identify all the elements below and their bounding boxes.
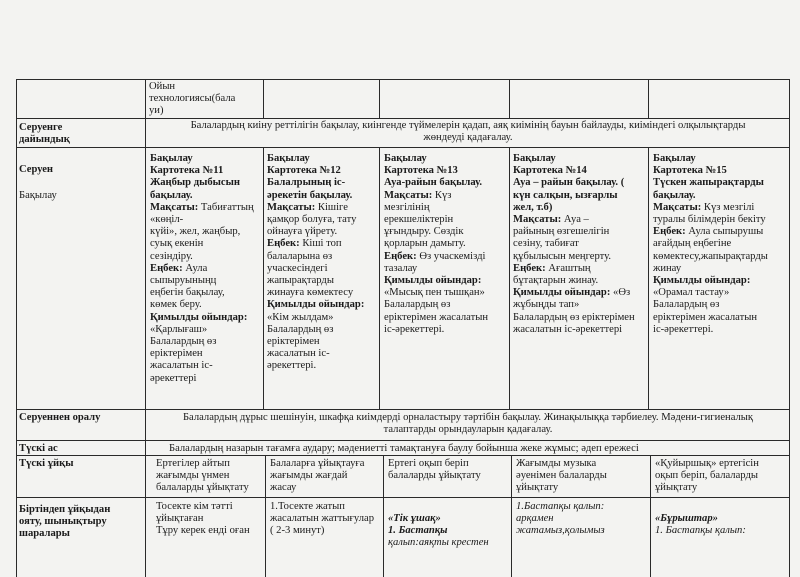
col4-sub: 1.Бастапқы қалып:	[516, 501, 605, 512]
birtindep-col-2: 1.Тосекте жатып жасалатын жаттығулар ( 2-3 минут)	[270, 501, 375, 537]
rule-col3-low	[383, 455, 384, 577]
labor-label: Еңбек:	[653, 226, 686, 238]
seruen-col-3	[384, 153, 508, 336]
goal-text: Кішіге қамқор болуға, тату ойнауға үйрету.	[267, 201, 357, 238]
labor-label: Еңбек:	[513, 262, 546, 274]
birtindep-col-3	[388, 501, 510, 550]
tuski-uiqy-col-5: «Қуйыршық» ертегісін оқып беріп, балаларды ұйықтату	[655, 458, 759, 494]
goal-text: Табиғаттың «көңіл- күйі», жел, жаңбыр, суық екенін сезіндіру.	[150, 201, 254, 262]
col3-sub: 1. Бастапқы	[388, 525, 448, 537]
goal-label: Мақсаты:	[267, 201, 316, 213]
game-technology-cell: Ойын технологиясы(бала уи)	[149, 81, 236, 117]
games-label: Қимылды ойындар:	[653, 275, 751, 287]
rule-right	[789, 79, 790, 577]
goal-text: Күз мезгілі туралы білімдерін бекіту	[653, 201, 766, 226]
serunge-label: Серуенге дайындық	[19, 122, 70, 146]
card-13-title: Бақылау Картотека №13 Ауа-райын бақылау.	[384, 153, 482, 189]
col3-title: «Тік ұшақ»	[388, 513, 441, 524]
birtindep-col-1: Тосекте кім тәтті ұйықтаған Тұру керек енді оған	[156, 501, 250, 537]
tuski-uiqy-col-3: Ертегі оқып беріп балаларды ұйықтату	[388, 458, 481, 482]
games-label: Қимылды ойындар:	[384, 275, 482, 287]
rule-col2	[263, 79, 264, 119]
labor-text: Ағаштың бұтақтарын жинау.	[513, 262, 599, 287]
seruen-observation-label: Бақылау	[19, 190, 57, 201]
rule-top	[16, 79, 790, 80]
birtindep-col-5	[655, 501, 788, 537]
games-text: «Өз жұбыңды тап» Балалардың өз еріктерімен жасалатын іс-әрекеттері	[513, 287, 635, 335]
games-text: «Қарлығаш» Балалардың өз еріктерімен жасалатын іс- әрекеттері	[150, 323, 217, 384]
rule-col5-mid	[648, 147, 649, 410]
rule-row2-bottom	[16, 147, 790, 148]
col4-text: арқамен жатамыз,қолымыз	[516, 513, 605, 537]
labor-label: Еңбек:	[267, 238, 300, 250]
serunge-text: Балалардың киіну реттілігін бақылау, киінгенде түймелерін қадап, аяқ киімінің бауын байлауды, киіміндегі олқылықтарды жөндеуді қадағалау.	[190, 120, 746, 144]
rule-col3	[379, 79, 380, 119]
rule-tuskiuiqy-bottom	[16, 497, 790, 498]
labor-text: Кіші топ балаларына өз учаскесіндегі жапырақтарды жинауға көмектесу	[267, 238, 354, 299]
card-11-title: Бақылау Картотека №11 Жаңбыр дыбысын бақылау.	[150, 153, 240, 201]
tuski-uiqy-col-1: Ертегілер айтып жағымды үнмен балаларды ұйықтату	[156, 458, 249, 494]
tuski-uiqy-col-4: Жағымды музыка әуенімен балаларды ұйықтату	[516, 458, 607, 494]
tuski-uiqy-col-2: Балаларға ұйықтауға жағымды жағдай жасау	[270, 458, 365, 494]
rule-seruen-bottom	[16, 409, 790, 410]
labor-label: Еңбек:	[384, 250, 417, 262]
labor-text: Аула сыпыруыныңц еңбегін бақылау, көмек беру.	[150, 262, 225, 311]
birtindep-col-4	[516, 501, 649, 538]
rule-seruennen-bottom	[16, 440, 790, 441]
goal-label: Мақсаты:	[150, 201, 199, 213]
card-15-title: Бақылау Картотека №15 Түскен жапырақтарды бақылау.	[653, 153, 764, 201]
seruen-col-4	[513, 153, 647, 336]
seruen-col-5	[653, 153, 787, 336]
seruen-col-1	[150, 153, 262, 385]
card-14-title: Бақылау Картотека №14 Ауа – райын бақылау. ( күн салқын, ызғарлы жел, т.б)	[513, 153, 625, 213]
rule-left	[16, 79, 17, 577]
rule-col2-mid	[263, 147, 264, 410]
seruen-col-2	[267, 153, 378, 373]
games-label: Қимылды ойындар:	[513, 287, 611, 299]
rule-col3-mid	[379, 147, 380, 410]
col5-title: «Бұрыштар»	[655, 513, 718, 524]
tuski-uiqy-label: Түскі ұйқы	[19, 458, 74, 469]
games-text: «Орамал тастау» Балалардың өз еріктерімен жасалатын іс-әрекеттері.	[653, 287, 758, 335]
labor-text: Өз учаскемізді тазалау	[384, 250, 486, 274]
goal-label: Мақсаты:	[653, 201, 702, 213]
birtindep-label: Біртіндеп ұйқыдан ояту, шынықтыру шаралары	[19, 504, 111, 540]
rule-label-col	[145, 79, 146, 577]
seruennen-label: Серуеннен оралу	[19, 412, 101, 423]
labor-text: Аула сыпырушы ағайдың еңбегіне көмектесу,жапырақтарды жинау	[653, 226, 768, 274]
rule-row1-bottom	[16, 118, 790, 119]
rule-col4	[509, 79, 510, 119]
seruennen-text: Балалардың дұрыс шешінуін, шкафқа киімдерді орналастыру тәртібін бақылау. Жинақылыққа тәрбиелеу. Мәдени-гигиеналық талаптарды орындауларын қадағалау.	[182, 412, 754, 436]
rule-col5	[648, 79, 649, 119]
goal-text: Ауа – райының өзгешелігін сезіну, табиғат құбылысын меңгерту.	[513, 214, 612, 262]
tuski-as-label: Түскі ас	[19, 443, 58, 454]
goal-text: Күз мезгілінің ерекшеліктерін ұғындыру. Сөздік қорларын дамыту.	[384, 189, 466, 250]
rule-col5-low	[650, 455, 651, 577]
games-label: Қимылды ойындар:	[267, 299, 365, 311]
rule-col4-low	[511, 455, 512, 577]
goal-label: Мақсаты:	[513, 214, 562, 226]
rule-col4-mid	[509, 147, 510, 410]
games-text: «Кім жылдам» Балалардың өз еріктерімен жасалатын іс- әрекеттері.	[267, 311, 334, 372]
col3-text: қалып:аяқты крестен	[388, 537, 489, 549]
goal-label: Мақсаты:	[384, 189, 433, 201]
games-text: «Мысық пен тышқан» Балалардың өз еріктерімен жасалатын іс-әрекеттері.	[384, 287, 489, 335]
card-12-title: Бақылау Картотека №12 Балалрының іс- әрекетін бақылау.	[267, 153, 353, 201]
col5-sub: 1. Бастапқы қалып:	[655, 525, 746, 537]
seruen-label: Серуен	[19, 164, 54, 175]
rule-col2-low	[265, 455, 266, 577]
labor-label: Еңбек:	[150, 262, 183, 274]
games-label: Қимылды ойындар:	[150, 311, 248, 323]
tuski-as-text: Балалардың назарын тағамға аудару; мәдениетті тамақтануға баулу бойынша жеке жұмыс; әдеп ережесі	[169, 443, 639, 454]
